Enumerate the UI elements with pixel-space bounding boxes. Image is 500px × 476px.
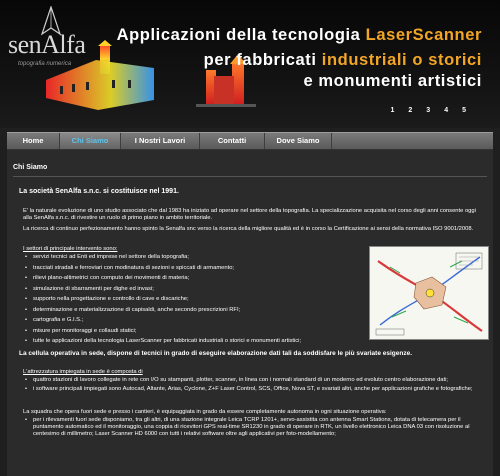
list-item: • tracciati stradali e ferroviari con modinatura di sezioni e spiccati di armamento; (23, 265, 363, 276)
site-header (0, 0, 500, 128)
title-divider (13, 176, 487, 177)
list-item: • determinazione e materializzazione di capisaldi, anche secondo prescrizioni RFI; (23, 307, 363, 318)
intro-paragraph-1: E' la naturale evoluzione di uno studio associato che dal 1983 ha iniziato ad operare nel settore della topografia. La specializzazione acquisita nel corso degli anni consente oggi alla SenAlfa s.n.c. di rivestire un ruolo di primo piano in ambito territoriale. (23, 208, 476, 222)
logo-brand-text: senAlfa (8, 30, 86, 59)
list-item: • per i rilevamenti fuori sede disponiamo, tra gli altri, di una stazione integrale Leica TCRP 1201+, servo-assistita con antenna Smart Stations, dotata di telecamera per il puntamento automatico ed il monitoraggio, una coppia di ricevitori GPS real-time SR1230 in grado di operare in RTK, un livello elettronico Leica DNA 03 con risoluzione al centesimo di millimetro; Laser Scanner HD 6000 con tutti i relativi software oltre agli applicativi per foto-modellamento; (23, 417, 485, 438)
pager-item-5[interactable]: 5 (462, 107, 466, 114)
list-item: • tutte le applicazioni della tecnologia LaserScanner per fabbricati industriali o storici e monumenti artistici; (23, 338, 363, 349)
about-heading: La società SenAlfa s.n.c. si costituisce nel 1991. (19, 188, 179, 195)
nav-item-nostri-lavori[interactable]: I Nostri Lavori (121, 133, 200, 149)
equipment-title: L'attrezzatura impiegata in sede è composta di (23, 369, 143, 375)
list-item: • quattro stazioni di lavoro collegate in rete con I/O su stampanti, plotter, scanner, in linea con i normali standard di un moderno ed evoluto centro elaborazione dati; (23, 377, 485, 384)
headline-line-2 (204, 51, 482, 70)
slideshow-pager (390, 107, 466, 114)
list-item: • misure per monitoraggi e collaudi statici; (23, 328, 363, 339)
list-item: • supporto nella progettazione e controllo di cave e discariche; (23, 296, 363, 307)
ops-heading: La cellula operativa in sede, dispone di tecnici in grado di eseguire elaborazione dati tali da soddisfare le più svariate esigenze. (19, 350, 413, 357)
headline-line-2-highlight: industriali o storici (321, 51, 482, 69)
headline-line-1 (117, 26, 482, 45)
equipment-list (23, 377, 485, 395)
list-item: • cartografia e G.I.S.; (23, 317, 363, 328)
headline-line-3: e monumenti artistici (303, 72, 482, 90)
intro-paragraph-2: La ricerca di continuo perfezionamento hanno spinto la Senalfa snc verso la ricerca della migliore qualità ed è in corso la Certificazione ai sensi della normativa ISO 9001/2008. (23, 226, 474, 232)
page-title: Chi Siamo (13, 164, 48, 171)
pager-item-3[interactable]: 3 (426, 107, 431, 114)
nav-item-home[interactable]: Home (7, 133, 60, 149)
topographic-map-image[interactable] (369, 246, 489, 340)
pager-item-1[interactable]: 1 (390, 107, 395, 114)
team-paragraph: La squadra che opera fuori sede e presso i cantieri, è equipaggiata in grado da essere completamente autonoma in ogni situazione operativa: (23, 409, 387, 415)
main-nav (7, 132, 493, 150)
headline-line-2-text: per fabbricati (203, 51, 322, 69)
nav-item-dove-siamo[interactable]: Dove Siamo (265, 133, 332, 149)
team-equipment-list (23, 417, 485, 438)
sectors-list (23, 254, 363, 349)
list-item: • servizi tecnici ad Enti ed imprese nel settore della topografia; (23, 254, 363, 265)
content-panel (7, 150, 493, 476)
list-item: • simulazione di sbarramenti per dighe ed invasi; (23, 286, 363, 297)
list-item: • i software principali impiegati sono Autocad, Altante, Arias, Cyclone, Z+F Laser Control, SCS, Office, Nova ST, e svariati altri, anche per applicazioni grafiche e fotografiche; (23, 386, 485, 393)
map-drawing (370, 247, 488, 339)
pager-item-4[interactable]: 4 (444, 107, 449, 114)
list-item: • rilievi plano-altimetrici con computo dei movimenti di materia; (23, 275, 363, 286)
nav-item-chi-siamo[interactable]: Chi Siamo (60, 133, 121, 149)
headline-line-1-highlight: LaserScanner (365, 26, 482, 44)
sectors-title: I settori di principale intervento sono: (23, 246, 118, 252)
pager-item-2[interactable]: 2 (408, 107, 413, 114)
headline-line-1-text: Applicazioni della tecnologia (116, 26, 366, 44)
logo-tagline: topografia numerica (18, 61, 72, 67)
nav-item-contatti[interactable]: Contatti (200, 133, 265, 149)
